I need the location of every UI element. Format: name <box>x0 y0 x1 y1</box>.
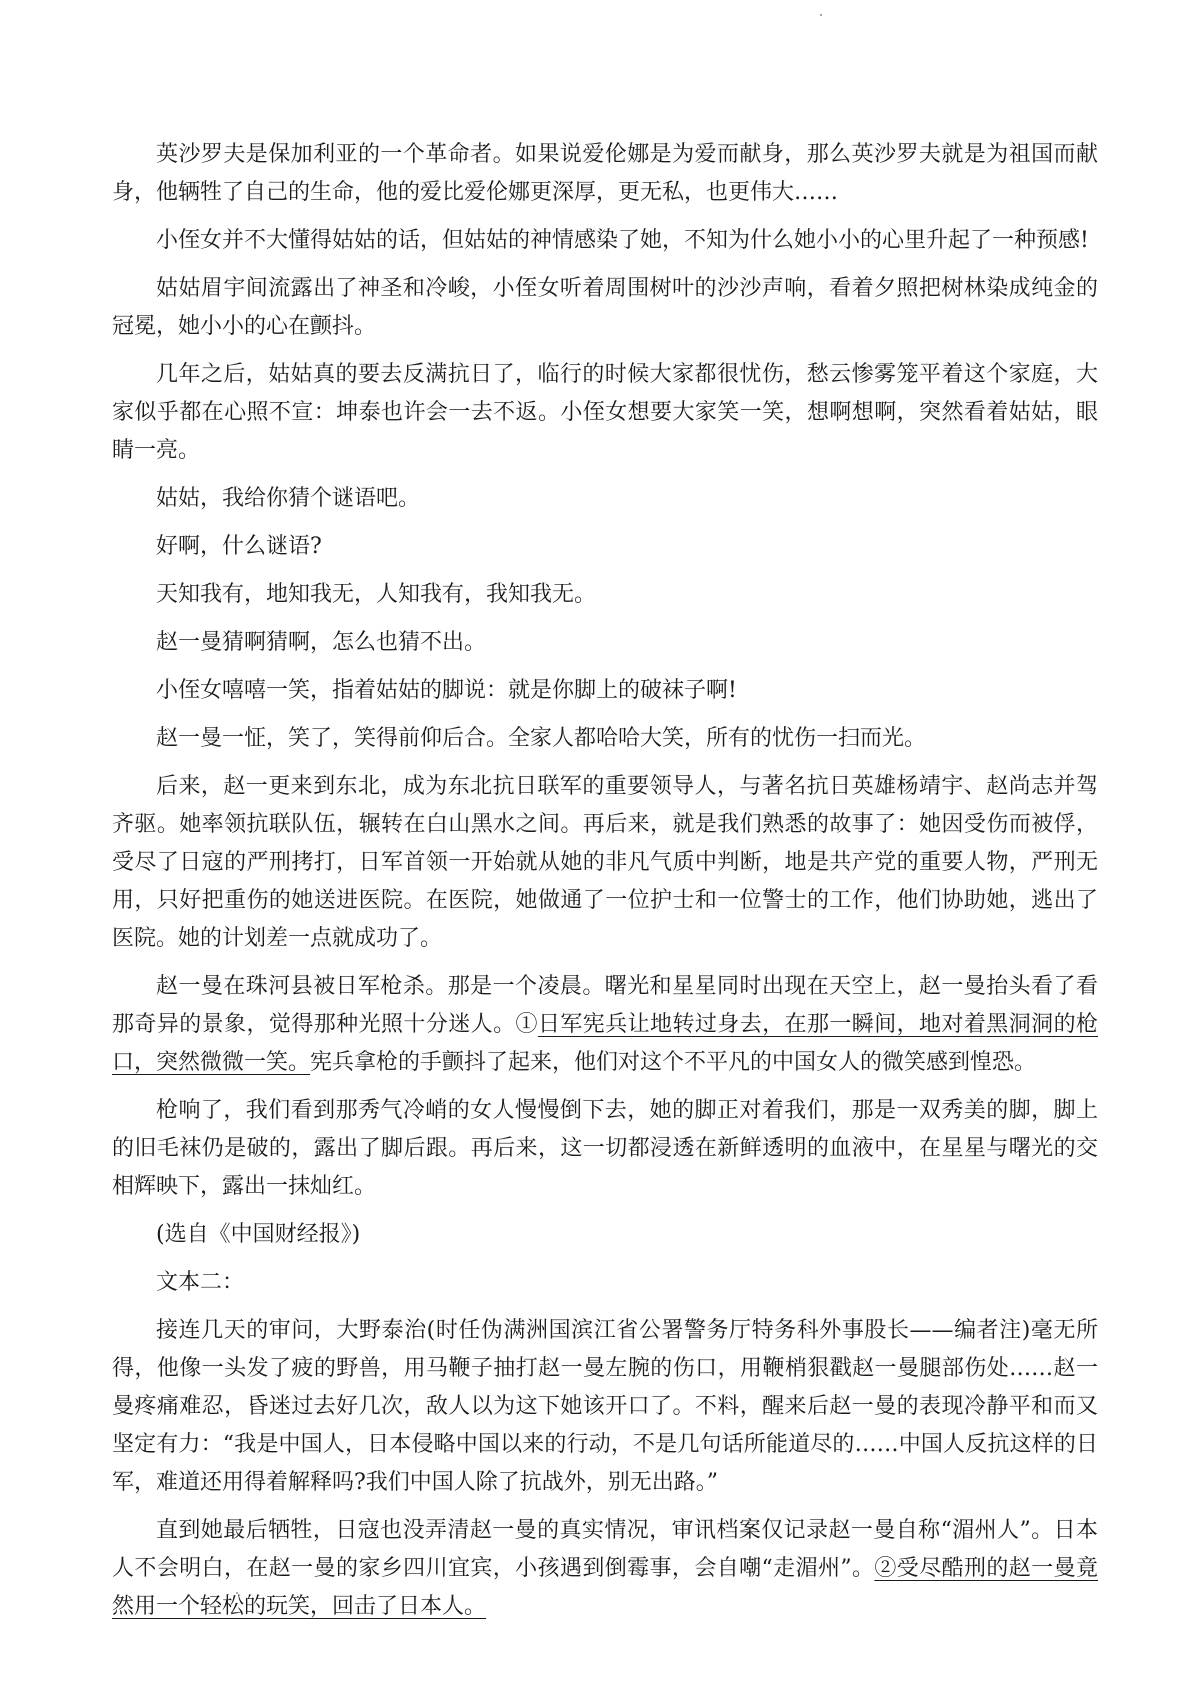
paragraph-with-underline-2 <box>112 1512 1098 1626</box>
paragraph-text: 直到她最后牺牲，日寇也没弄清赵一曼的真实情况，审讯档案仅记录赵一曼自称“湄州人”。日本人不会明白，在赵一曼的家乡四川宜宾，小孩遇到倒霉事，会自嘲“走湄州”。 <box>112 1518 1098 1581</box>
paragraph: 英沙罗夫是保加利亚的一个革命者。如果说爱伦娜是为爱而献身，那么英沙罗夫就是为祖国而献身，他辆牲了自己的生命，他的爱比爱伦娜更深厚，更无私，也更伟大…… <box>112 142 1098 205</box>
paragraph: 后来，赵一更来到东北，成为东北抗日联军的重要领导人，与著名抗日英雄杨靖宇、赵尚志并驾齐驱。她率领抗联队伍，辗转在白山黑水之间。再后来，就是我们熟悉的故事了：她因受伤而被俘，受尽了日寇的严刑拷打，日军首领一开始就从她的非凡气质中判断，地是共产党的重要人物，严刑无用，只好把重伤的她送进医院。在医院，她做通了一位护士和一位警士的工作，他们协助她，逃出了医院。她的计划差一点就成功了。 <box>112 774 1098 951</box>
paragraph-text: 赵一曼在珠河县被日军枪杀。那是一个凌晨。曙光和星星同时出现在天空上，赵一曼抬头看了看那奇异的景象，觉得那种光照十分迷人。① <box>112 974 1098 1037</box>
paragraph: 小侄女嘻嘻一笑，指着姑姑的脚说：就是你脚上的破袜子啊! <box>156 678 737 703</box>
paragraph: 几年之后，姑姑真的要去反满抗日了，临行的时候大家都很忧伤，愁云惨雾笼平着这个家庭，大家似乎都在心照不宣：坤泰也许会一去不返。小侄女想要大家笑一笑，想啊想啊，突然看着姑姑，眼睛一亮。 <box>112 362 1098 463</box>
paragraph: 赵一曼一怔，笑了，笑得前仰后合。全家人都哈哈大笑，所有的忧伤一扫而光。 <box>156 726 927 751</box>
article-body <box>112 136 1098 1636</box>
paragraph: 接连几天的审问，大野泰治(时任伪满洲国滨江省公署警务厅特务科外事股长——编者注)毫无所得，他像一头发了疲的野兽，用马鞭子抽打赵一曼左腕的伤口，用鞭梢狠戳赵一曼腿部伤处……赵一曼疼痛难忍，昏迷过去好几次，敌人以为这下她该开口了。不料，醒来后赵一曼的表现冷静平和而又坚定有力：“我是中国人，日本侵略中国以来的行动，不是几句话所能道尽的……中国人反抗这样的日军，难道还用得着解释吗?我们中国人除了抗战外，别无出路。” <box>112 1318 1098 1495</box>
scan-speck <box>236 1592 238 1594</box>
dialogue-line: 好啊，什么谜语? <box>156 534 322 559</box>
section-heading-text-two: 文本二： <box>156 1270 245 1295</box>
paragraph: 小侄女并不大懂得姑姑的话，但姑姑的神情感染了她，不知为什么她小小的心里升起了一种预感! <box>156 228 1089 253</box>
underlined-sentence-1: 日军宪兵让地转过身去，在那一瞬间，地对着黑洞洞的枪口，突然微微一笑。 <box>112 1012 1098 1075</box>
paragraph: 赵一曼猜啊猜啊，怎么也猜不出。 <box>156 630 487 655</box>
paragraph-text: 宪兵拿枪的手颤抖了起来，他们对这个不平凡的中国女人的微笑感到惶恐。 <box>310 1050 1037 1075</box>
dialogue-line: 姑姑，我给你猜个谜语吧。 <box>156 486 421 511</box>
riddle-line: 天知我有，地知我无，人知我有，我知我无。 <box>156 582 597 607</box>
paragraph-with-underline-1 <box>112 968 1098 1082</box>
underlined-sentence-2: ②受尽酷刑的赵一曼竟然用一个轻松的玩笑，回击了日本人。 <box>112 1556 1098 1619</box>
scan-speck <box>820 14 822 16</box>
paragraph: 姑姑眉宇间流露出了神圣和冷峻，小侄女听着周围树叶的沙沙声响，看着夕照把树林染成纯金的冠冕，她小小的心在颤抖。 <box>112 276 1098 339</box>
source-note: (选自《中国财经报》) <box>156 1222 361 1247</box>
paragraph: 枪响了，我们看到那秀气冷峭的女人慢慢倒下去，她的脚正对着我们，那是一双秀美的脚，脚上的旧毛袜仍是破的，露出了脚后跟。再后来，这一切都浸透在新鲜透明的血液中，在星星与曙光的交相辉映下，露出一抹灿红。 <box>112 1098 1098 1199</box>
